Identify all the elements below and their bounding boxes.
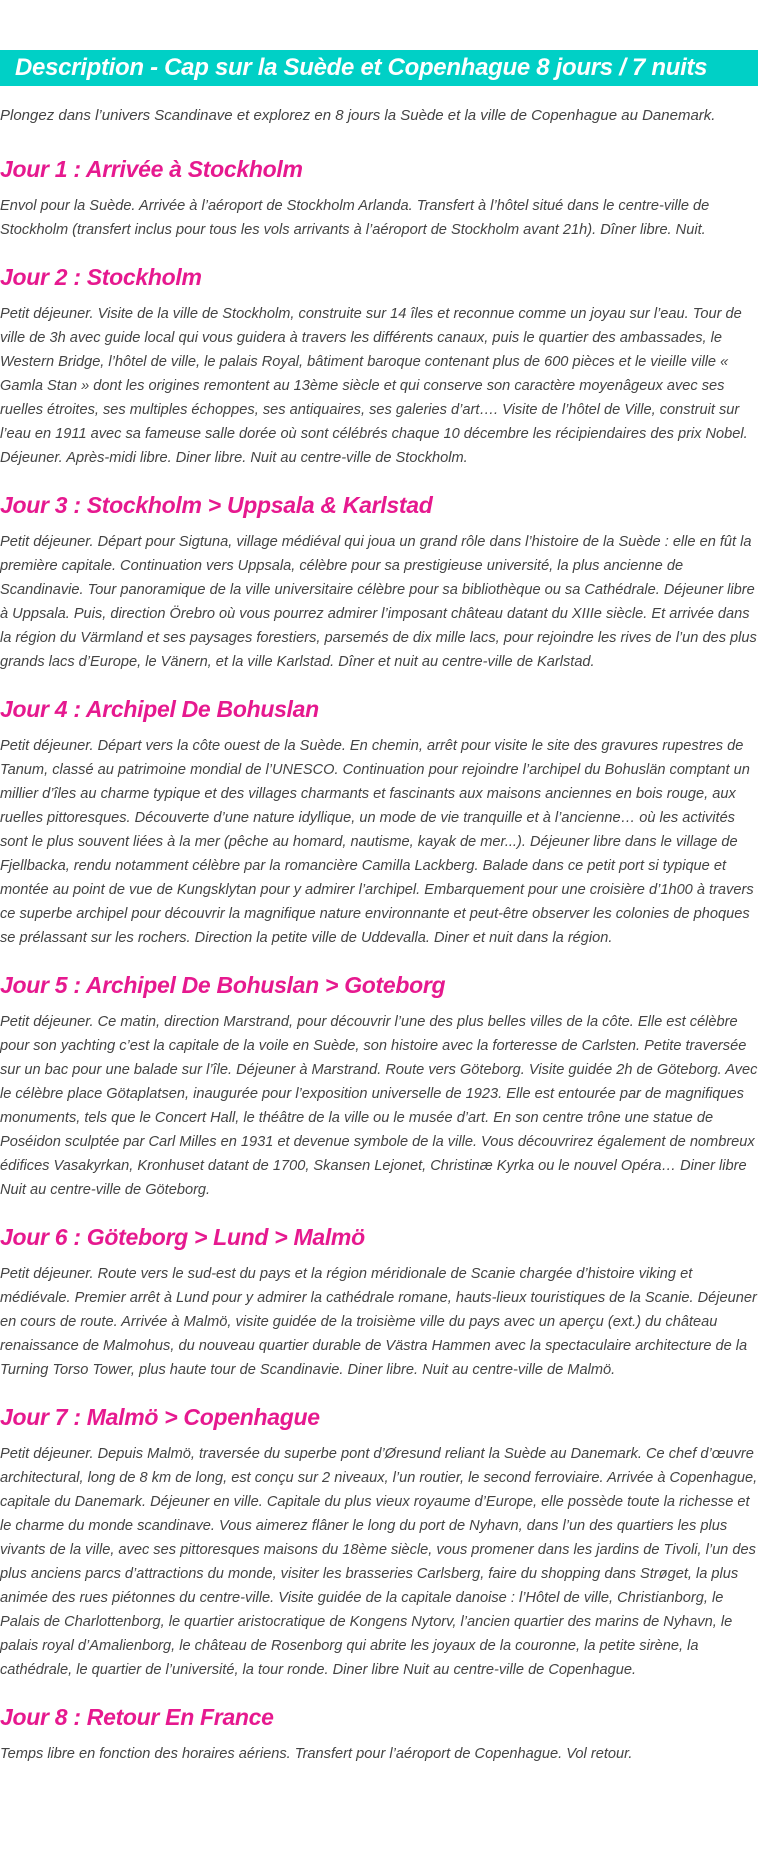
day-8 xyxy=(0,1702,758,1766)
day-6-title: Jour 6 : Göteborg > Lund > Malmö xyxy=(0,1224,365,1250)
day-2-text: Petit déjeuner. Visite de la ville de Stockholm, construite sur 14 îles et reconnue comme un joyau sur l’eau. Tour de ville de 3h avec guide local qui vous guidera à travers les différents canaux, puis le quartier des ambassades, le Western Bridge, l’hôtel de ville, le palais Royal, bâtiment baroque contenant plus de 600 pièces et le vieille ville « Gamla Stan » dont les origines remontent au 13ème siècle et qui conserve son caractère moyenâgeux avec ses ruelles étroites, ses multiples échoppes, ses antiquaires, ses galeries d’art…. Visite de l’hôtel de Ville, construit sur l’eau en 1911 avec sa fameuse salle dorée où sont célébrés chaque 10 décembre les récipiendaires des prix Nobel. Déjeuner. Après-midi libre. Diner libre. Nuit au centre-ville de Stockholm. xyxy=(0,306,748,466)
day-5-text: Petit déjeuner. Ce matin, direction Marstrand, pour découvrir l’une des plus belles villes de la côte. Elle est célèbre pour son yachting c’est la capitale de la voile en Suède, son histoire avec la forteresse de Carlsten. Petite traversée sur un bac pour une balade sur l’île. Déjeuner à Marstrand. Route vers Göteborg. Visite guidée 2h de Göteborg. Avec le célèbre place Götaplatsen, inaugurée pour l’exposition universelle de 1923. Elle est entourée par de magnifiques monuments, tels que le Concert Hall, le théâtre de la ville ou le musée d’art. En son centre trône une statue de Poséidon sculptée par Carl Milles en 1931 et devenue symbole de la ville. Vous découvrirez également de nombreux édifices Vasakyrkan, Kronhuset datant de 1700, Skansen Lejonet, Christinæ Kyrka ou le nouvel Opéra… Diner libre Nuit au centre-ville de Göteborg. xyxy=(0,1014,758,1198)
day-1 xyxy=(0,154,758,242)
day-3-title: Jour 3 : Stockholm > Uppsala & Karlstad xyxy=(0,492,433,518)
day-1-title: Jour 1 : Arrivée à Stockholm xyxy=(0,156,303,182)
day-4 xyxy=(0,694,758,950)
day-6 xyxy=(0,1222,758,1382)
day-5 xyxy=(0,970,758,1202)
day-5-title: Jour 5 : Archipel De Bohuslan > Goteborg xyxy=(0,972,446,998)
intro-text: Plongez dans l’univers Scandinave et explorez en 8 jours la Suède et la ville de Copenhague au Danemark. xyxy=(0,107,716,124)
description-banner xyxy=(0,50,758,86)
day-2 xyxy=(0,262,758,470)
day-3 xyxy=(0,490,758,674)
day-7-title: Jour 7 : Malmö > Copenhague xyxy=(0,1404,320,1430)
day-6-text: Petit déjeuner. Route vers le sud-est du pays et la région méridionale de Scanie chargée d’histoire viking et médiévale. Premier arrêt à Lund pour y admirer la cathédrale romane, hauts-lieux touristiques de la Scanie. Déjeuner en cours de route. Arrivée à Malmö, visite guidée de la troisième ville du pays avec un aperçu (ext.) du château renaissance de Malmohus, du nouveau quartier durable de Västra Hammen avec la spectaculaire architecture de la Turning Torso Tower, plus haute tour de Scandinavie. Diner libre. Nuit au centre-ville de Malmö. xyxy=(0,1266,757,1378)
day-8-text: Temps libre en fonction des horaires aériens. Transfert pour l’aéroport de Copenhague. Vol retour. xyxy=(0,1746,633,1762)
day-1-text: Envol pour la Suède. Arrivée à l’aéroport de Stockholm Arlanda. Transfert à l’hôtel situé dans le centre-ville de Stockholm (transfert inclus pour tous les vols arrivants à l’aéroport de Stockholm avant 21h). Dîner libre. Nuit. xyxy=(0,198,710,238)
day-3-text: Petit déjeuner. Départ pour Sigtuna, village médiéval qui joua un grand rôle dans l’histoire de la Suède : elle en fût la première capitale. Continuation vers Uppsala, célèbre pour sa prestigieuse université, la plus ancienne de Scandinavie. Tour panoramique de la ville universitaire célèbre pour sa bibliothèque ou sa Cathédrale. Déjeuner libre à Uppsala. Puis, direction Örebro où vous pourrez admirer l’imposant château datant du XIIIe siècle. Et arrivée dans la région du Värmland et ses paysages forestiers, parsemés de dix mille lacs, pour rejoindre les rives de l’un des plus grands lacs d’Europe, le Vänern, et la ville Karlstad. Dîner et nuit au centre-ville de Karlstad. xyxy=(0,534,757,670)
banner-title: Description - Cap sur la Suède et Copenhague 8 jours / 7 nuits xyxy=(15,54,708,81)
day-8-title: Jour 8 : Retour En France xyxy=(0,1704,274,1730)
day-2-title: Jour 2 : Stockholm xyxy=(0,264,202,290)
day-4-text: Petit déjeuner. Départ vers la côte ouest de la Suède. En chemin, arrêt pour visite le site des gravures rupestres de Tanum, classé au patrimoine mondial de l’UNESCO. Continuation pour rejoindre l’archipel du Bohuslän comptant un millier d’îles au charme typique et des villages charmants et fascinants aux maisons anciennes en bois rouge, aux ruelles pittoresques. Découverte d’une nature idyllique, un mode de vie tranquille et à l’ancienne… où les activités sont le plus souvent liées à la mer (pêche au homard, nautisme, kayak de mer...). Déjeuner libre dans le village de Fjellbacka, rendu notamment célèbre par la romancière Camilla Lackberg. Balade dans ce petit port si typique et montée au point de vue de Kungsklytan pour y admirer l’archipel. Embarquement pour une croisière d’1h00 à travers ce superbe archipel pour découvrir la magnifique nature environnante et peut-être observer les colonies de phoques se prélassant sur les rochers. Direction la petite ville de Uddevalla. Diner et nuit dans la région. xyxy=(0,738,754,946)
day-7 xyxy=(0,1402,758,1682)
day-7-text: Petit déjeuner. Depuis Malmö, traversée du superbe pont d’Øresund reliant la Suède au Danemark. Ce chef d’œuvre architectural, long de 8 km de long, est conçu sur 2 niveaux, l’un routier, le second ferroviaire. Arrivée à Copenhague, capitale du Danemark. Déjeuner en ville. Capitale du plus vieux royaume d’Europe, elle possède toute la richesse et le charme du monde scandinave. Vous aimerez flâner le long du port de Nyhavn, dans l’un des quartiers les plus vivants de la ville, avec ses pittoresques maisons du 18ème siècle, vous promener dans les jardins de Tivoli, l’un des plus anciens parcs d’attractions du monde, visiter les brasseries Carlsberg, faire du shopping dans Strøget, la plus animée des rues piétonnes du centre-ville. Visite guidée de la capitale danoise : l’Hôtel de ville, Christianborg, le Palais de Charlottenborg, le quartier aristocratique de Kongens Nytorv, l’ancien quartier des marins de Nyhavn, le palais royal d’Amalienborg, le château de Rosenborg qui abrite les joyaux de la couronne, la petite sirène, la cathédrale, le quartier de l’université, la tour ronde. Diner libre Nuit au centre-ville de Copenhague. xyxy=(0,1446,758,1678)
day-4-title: Jour 4 : Archipel De Bohuslan xyxy=(0,696,319,722)
